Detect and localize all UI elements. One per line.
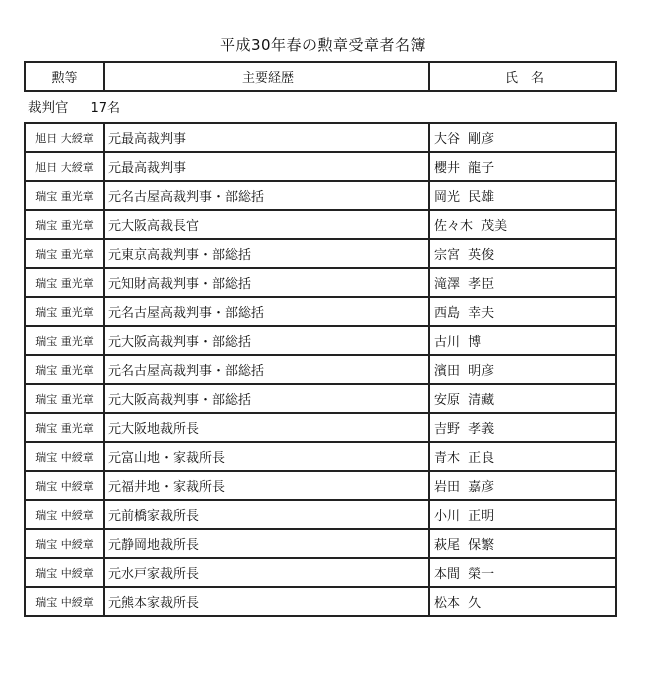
- name-cell: 濱田 明彦: [429, 355, 616, 384]
- name-cell: 本間 榮一: [429, 558, 616, 587]
- table-row: [25, 297, 616, 326]
- award-cell: 瑞宝 中綬章: [25, 500, 104, 529]
- career-cell: 元大阪高裁長官: [104, 210, 429, 239]
- award-cell: 瑞宝 重光章: [25, 355, 104, 384]
- career-cell: 元名古屋高裁判事・部総括: [104, 297, 429, 326]
- career-cell: 元水戸家裁所長: [104, 558, 429, 587]
- career-cell: 元大阪高裁判事・部総括: [104, 384, 429, 413]
- award-cell: 瑞宝 中綬章: [25, 558, 104, 587]
- name-cell: 櫻井 龍子: [429, 152, 616, 181]
- name-cell: 西島 幸夫: [429, 297, 616, 326]
- table-row: [25, 210, 616, 239]
- career-cell: 元東京高裁判事・部総括: [104, 239, 429, 268]
- table-row: [25, 355, 616, 384]
- name-cell: 吉野 孝義: [429, 413, 616, 442]
- career-cell: 元名古屋高裁判事・部総括: [104, 355, 429, 384]
- name-cell: 岩田 嘉彦: [429, 471, 616, 500]
- career-cell: 元富山地・家裁所長: [104, 442, 429, 471]
- award-cell: 瑞宝 重光章: [25, 413, 104, 442]
- name-cell: 松本 久: [429, 587, 616, 616]
- header-name: 氏 名: [429, 62, 616, 91]
- header-table: [24, 61, 617, 92]
- career-cell: 元知財高裁判事・部総括: [104, 268, 429, 297]
- header-award: 勲等: [25, 62, 104, 91]
- career-cell: 元名古屋高裁判事・部総括: [104, 181, 429, 210]
- name-cell: 萩尾 保繁: [429, 529, 616, 558]
- name-cell: 滝澤 孝臣: [429, 268, 616, 297]
- document-title: 平成30年春の勲章受章者名簿: [219, 36, 427, 54]
- career-cell: 元大阪地裁所長: [104, 413, 429, 442]
- career-cell: 元静岡地裁所長: [104, 529, 429, 558]
- award-cell: 旭日 大綬章: [25, 152, 104, 181]
- name-cell: 青木 正良: [429, 442, 616, 471]
- award-cell: 瑞宝 中綬章: [25, 442, 104, 471]
- header-row: [25, 62, 616, 91]
- table-row: [25, 442, 616, 471]
- career-cell: 元大阪高裁判事・部総括: [104, 326, 429, 355]
- table-row: [25, 268, 616, 297]
- career-cell: 元最高裁判事: [104, 152, 429, 181]
- career-cell: 元最高裁判事: [104, 123, 429, 152]
- table-row: [25, 384, 616, 413]
- table-row: [25, 123, 616, 152]
- name-cell: 小川 正明: [429, 500, 616, 529]
- award-cell: 瑞宝 重光章: [25, 210, 104, 239]
- table-row: [25, 587, 616, 616]
- section-count: 17名: [90, 101, 121, 116]
- award-cell: 瑞宝 中綬章: [25, 529, 104, 558]
- career-cell: 元熊本家裁所長: [104, 587, 429, 616]
- table-row: [25, 152, 616, 181]
- section-heading: [28, 96, 120, 116]
- section-label: 裁判官: [28, 100, 69, 116]
- award-cell: 瑞宝 重光章: [25, 181, 104, 210]
- career-cell: 元福井地・家裁所長: [104, 471, 429, 500]
- award-cell: 旭日 大綬章: [25, 123, 104, 152]
- table-row: [25, 413, 616, 442]
- award-cell: 瑞宝 重光章: [25, 297, 104, 326]
- award-cell: 瑞宝 重光章: [25, 326, 104, 355]
- award-cell: 瑞宝 重光章: [25, 384, 104, 413]
- table-row: [25, 181, 616, 210]
- name-cell: 安原 清藏: [429, 384, 616, 413]
- award-cell: 瑞宝 重光章: [25, 239, 104, 268]
- table-row: [25, 471, 616, 500]
- name-cell: 古川 博: [429, 326, 616, 355]
- header-career: 主要経歴: [104, 62, 429, 91]
- name-cell: 岡光 民雄: [429, 181, 616, 210]
- award-cell: 瑞宝 中綬章: [25, 587, 104, 616]
- career-cell: 元前橋家裁所長: [104, 500, 429, 529]
- table-row: [25, 529, 616, 558]
- name-cell: 宗宮 英俊: [429, 239, 616, 268]
- table-row: [25, 239, 616, 268]
- table-row: [25, 558, 616, 587]
- table-row: [25, 326, 616, 355]
- name-cell: 大谷 剛彦: [429, 123, 616, 152]
- award-cell: 瑞宝 重光章: [25, 268, 104, 297]
- name-cell: 佐々木 茂美: [429, 210, 616, 239]
- award-cell: 瑞宝 中綬章: [25, 471, 104, 500]
- recipients-table: [24, 122, 617, 617]
- table-row: [25, 500, 616, 529]
- recipients-body: [25, 123, 616, 616]
